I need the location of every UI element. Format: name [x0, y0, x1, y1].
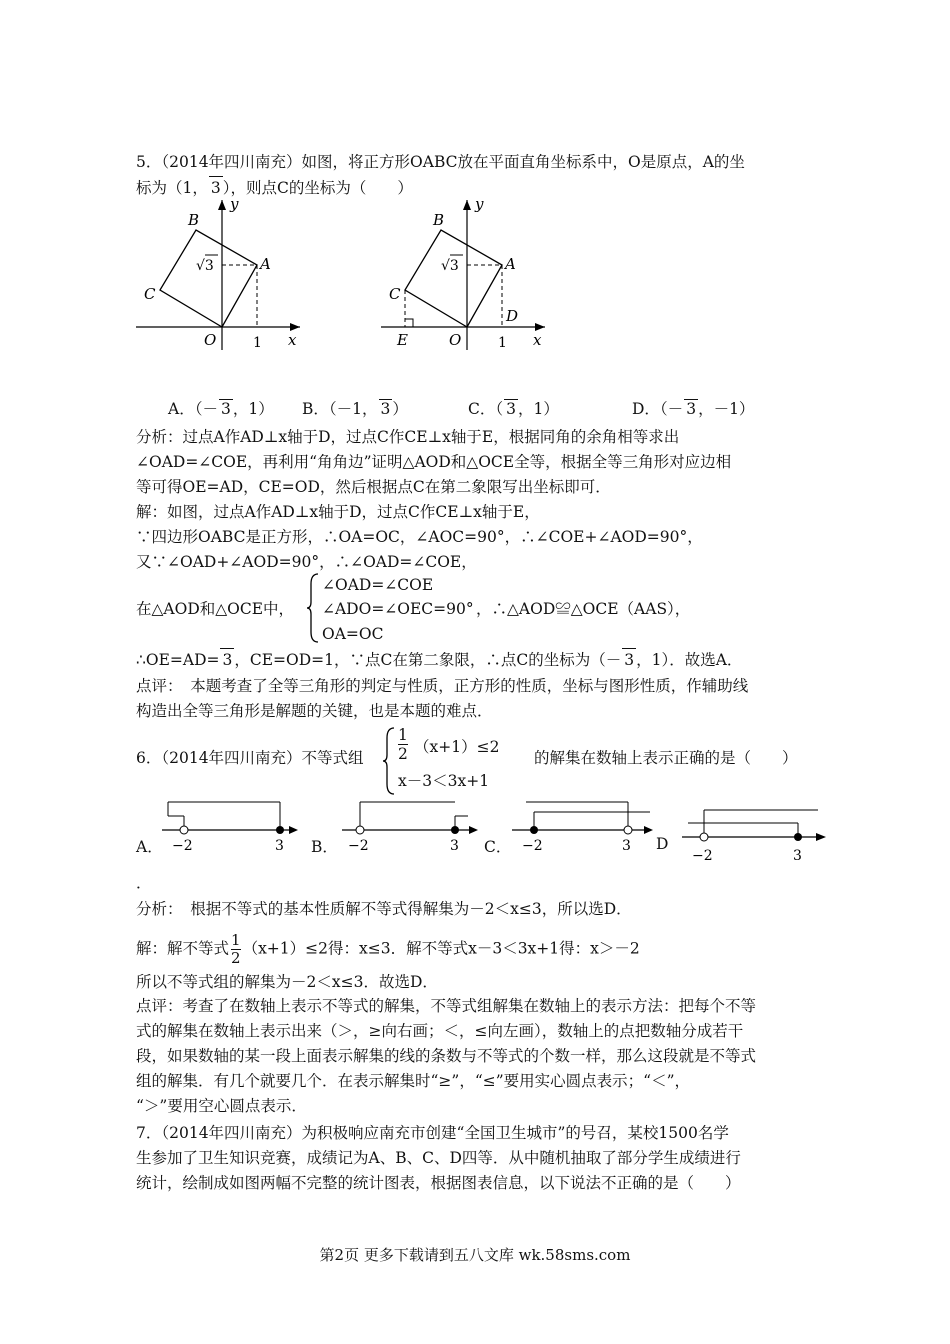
label-O: O — [204, 331, 217, 349]
label-y: y — [230, 195, 239, 213]
tick-3: 3 — [793, 848, 802, 864]
q5-comment-2: 构造出全等三角形是解题的关键，也是本题的难点． — [136, 702, 493, 720]
q6-numberline-a — [160, 798, 300, 858]
label-1: 1 — [253, 335, 262, 351]
q5-analysis-3: 等可得OE=AD，CE=OD，然后根据点C在第二象限写出坐标即可． — [136, 478, 611, 496]
q6-comment-1: 点评：考查了在数轴上表示不等式的解集，不等式组解集在数轴上的表示方法：把每个不等 — [136, 997, 757, 1015]
brace — [306, 572, 320, 644]
tick-3: 3 — [450, 838, 459, 854]
q6-comment-3: 段，如果数轴的某一段上面表示解集的线的条数与不等式的个数一样，那么这段就是不等式 — [136, 1047, 757, 1065]
label-B: B — [188, 211, 200, 229]
q5-system-1: ∠OAD=∠COE — [322, 576, 434, 594]
q6-suffix: 的解集在数轴上表示正确的是（ ） — [534, 749, 798, 767]
q6-solution-2: 所以不等式组的解集为－2＜x≤3．故选D． — [136, 973, 438, 991]
label-sqrt3: √3 — [441, 258, 459, 274]
label-x: x — [533, 331, 542, 349]
label-C: C — [389, 285, 401, 303]
q6-numberline-b — [340, 798, 480, 858]
q5-option-b[interactable]: B．（－1， 3 ） — [302, 400, 408, 418]
sqrt-3: 3 — [209, 176, 223, 199]
q6-analysis: 分析： 根据不等式的基本性质解不等式得解集为－2＜x≤3，所以选D． — [136, 900, 632, 918]
label-x: x — [288, 331, 297, 349]
label-A: A — [260, 255, 271, 273]
q5-analysis-2: ∠OAD=∠COE，再利用“角角边”证明△AOD和△OCE全等，根据全等三角形对应边相 — [136, 453, 732, 471]
q6-option-a-label[interactable]: A． — [136, 838, 163, 856]
q5-line2: 标为（1， 3 ），则点C的坐标为（ ） — [136, 176, 413, 199]
q5-option-d[interactable]: D．（－ 3 ，－1） — [632, 400, 755, 418]
q6-solution-1: 解：解不等式 $\frac{1}{2}$ （x+1）≤2得：x≤3．解不等式x－3＜3x+1得：x＞－2 — [136, 931, 640, 967]
tick-neg2: −2 — [172, 838, 193, 854]
label-O: O — [449, 331, 462, 349]
q5-system-2: ∠ADO=∠OEC=90° — [322, 600, 474, 618]
q6-dot: ． — [136, 874, 152, 892]
q5-figure-2 — [375, 195, 555, 355]
tick-neg2: −2 — [522, 838, 543, 854]
q5-solution-3: 又∵∠OAD+∠AOD=90°，∴∠OAD=∠COE， — [136, 553, 477, 571]
q6-sys2: x－3＜3x+1 — [398, 772, 490, 790]
tick-neg2: −2 — [348, 838, 369, 854]
q5-comment-1: 点评： 本题考查了全等三角形的判定与性质，正方形的性质，坐标与图形性质，作辅助线 — [136, 677, 749, 695]
label-A: A — [505, 255, 516, 273]
q5-conclusion: ∴OE=AD= 3 ，CE=OD=1，∵点C在第二象限，∴点C的坐标为（－ 3 ，1）．故选A． — [136, 648, 742, 671]
tick-neg2: −2 — [692, 848, 713, 864]
page-footer: 第2页 更多下载请到五八文库 wk.58sms.com — [319, 1246, 631, 1264]
label-E: E — [397, 331, 408, 349]
q5-option-c[interactable]: C．（ 3 ，1） — [468, 400, 559, 418]
q5-analysis-1: 分析：过点A作AD⊥x轴于D，过点C作CE⊥x轴于E，根据同角的余角相等求出 — [136, 428, 680, 446]
label-y: y — [475, 195, 484, 213]
tick-3: 3 — [275, 838, 284, 854]
q6-numberline-d — [680, 805, 830, 867]
label-C: C — [144, 285, 156, 303]
tick-3: 3 — [622, 838, 631, 854]
label-B: B — [433, 211, 445, 229]
q6-option-b-label[interactable]: B． — [311, 838, 338, 856]
q6-comment-5: “＞”要用空心圆点表示． — [136, 1097, 307, 1115]
q6-prefix: 6．（2014年四川南充）不等式组 — [136, 749, 364, 767]
q5-system-suffix: ，∴△AOD≌△OCE（AAS）， — [476, 600, 691, 618]
label-D: D — [506, 307, 519, 325]
q6-frac: 1 2 — [398, 726, 408, 763]
q5-option-a[interactable]: A．（－ 3 ，1） — [168, 400, 274, 418]
q6-numberline-c — [510, 798, 660, 858]
q7-line-2: 生参加了卫生知识竞赛，成绩记为A、B、C、D四等．从中随机抽取了部分学生成绩进行 — [136, 1149, 741, 1167]
label-sqrt3: √3 — [196, 258, 214, 274]
q5-system-prefix: 在△AOD和△OCE中， — [136, 600, 295, 618]
q6-comment-4: 组的解集．有几个就要几个．在表示解集时“≥”，“≤”要用实心圆点表示；“＜”， — [136, 1072, 691, 1090]
q6-option-d-label[interactable]: D — [656, 835, 669, 853]
brace — [382, 726, 396, 796]
q6-comment-2: 式的解集在数轴上表示出来（＞，≥向右画；＜，≤向左画），数轴上的点把数轴分成若干 — [136, 1022, 744, 1040]
q5-solution-2: ∵四边形OABC是正方形，∴OA=OC，∠AOC=90°，∴∠COE+∠AOD=90°， — [136, 528, 703, 546]
q5-line1: 5．（2014年四川南充）如图，将正方形OABC放在平面直角坐标系中，O是原点，A的坐 — [136, 153, 745, 171]
q7-line-1: 7．（2014年四川南充）为积极响应南充市创建“全国卫生城市”的号召，某校1500名学 — [136, 1124, 729, 1142]
q6-sys1-rest: （x+1）≤2 — [414, 738, 500, 756]
label-1: 1 — [498, 335, 507, 351]
q5-system-3: OA=OC — [322, 625, 384, 643]
q5-solution-1: 解：如图，过点A作AD⊥x轴于D，过点C作CE⊥x轴于E， — [136, 503, 540, 521]
q5-figure-1 — [130, 195, 310, 355]
q7-line-3: 统计，绘制成如图两幅不完整的统计图表，根据图表信息，以下说法不正确的是（ ） — [136, 1174, 741, 1192]
q6-option-c-label[interactable]: C． — [484, 838, 512, 856]
